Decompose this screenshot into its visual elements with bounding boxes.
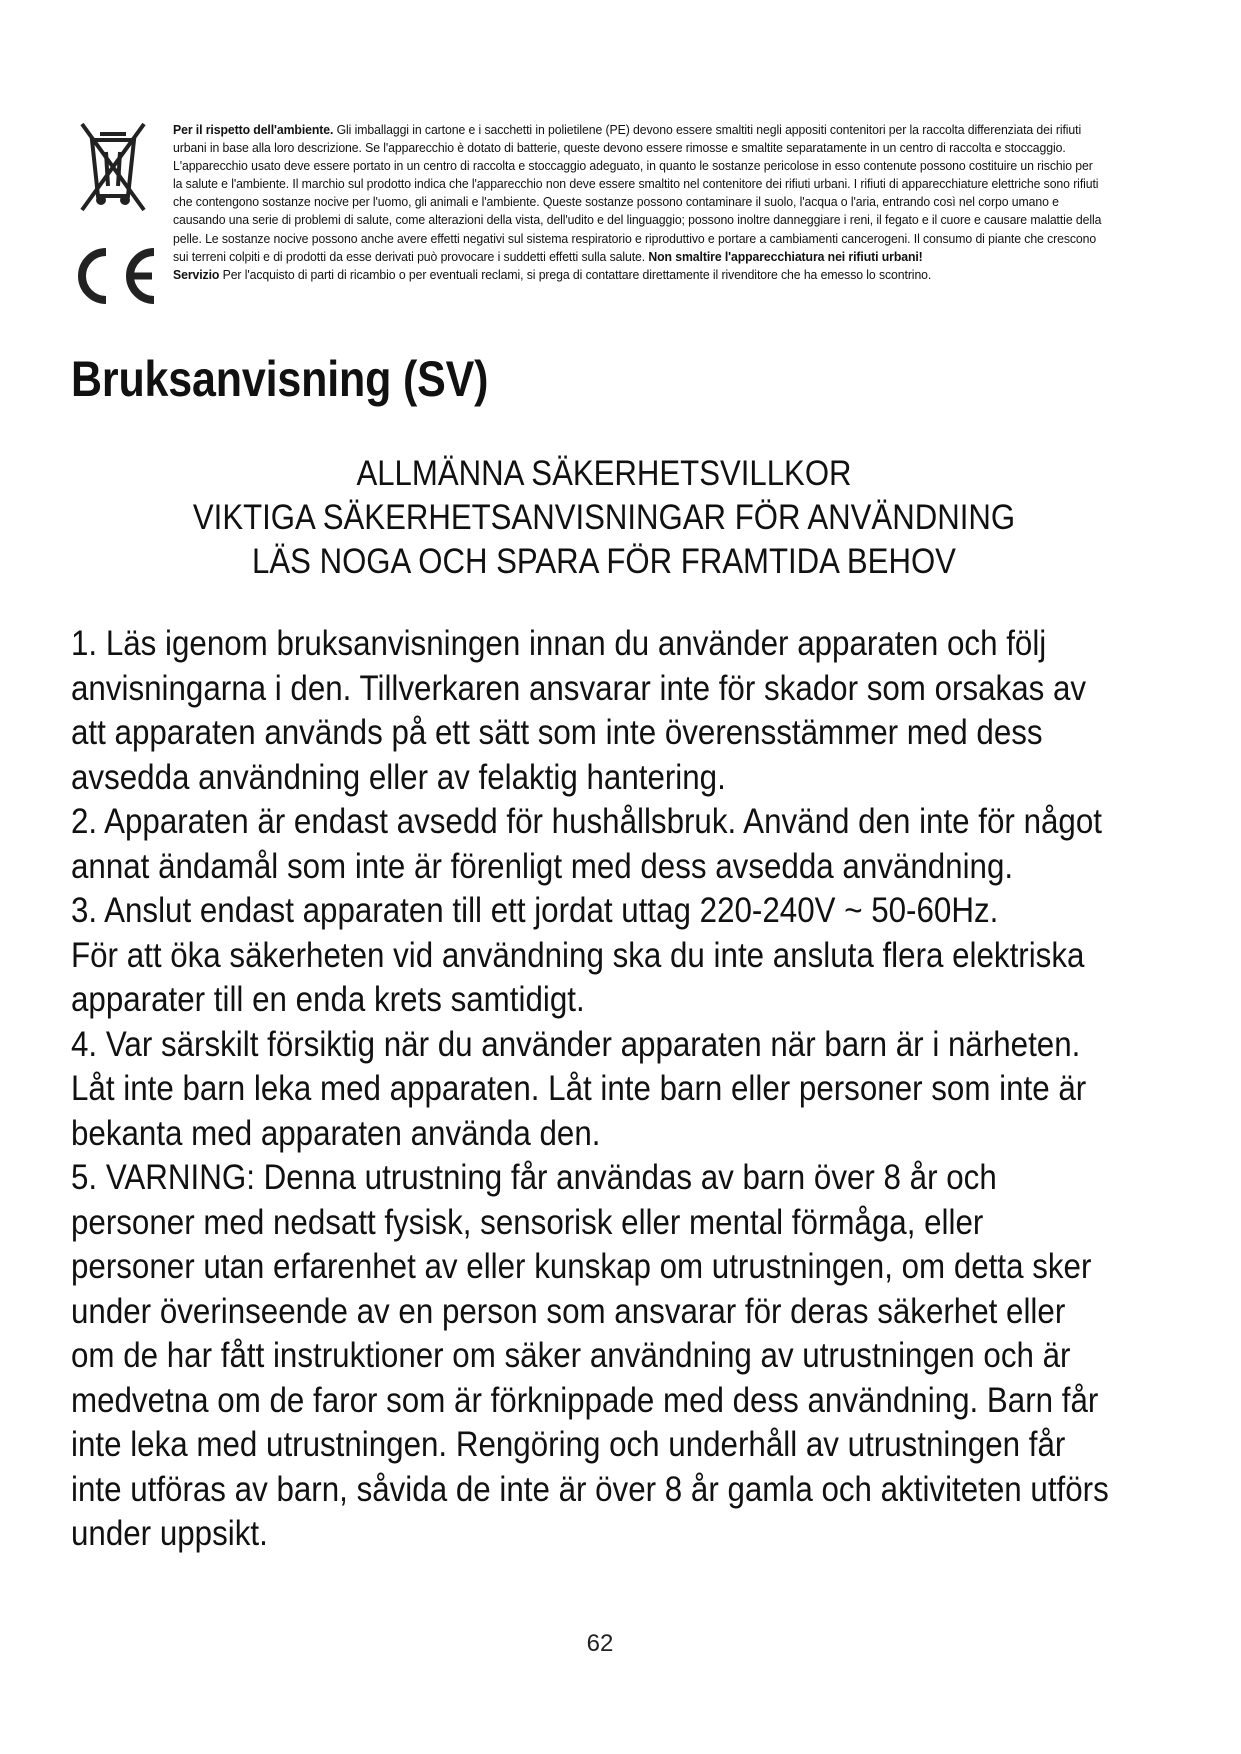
environment-notice <box>173 121 1103 284</box>
body-line: att apparaten används på ett sätt som inte överensstämmer med dess <box>71 713 1043 752</box>
body-line: personer med nedsatt fysisk, sensorisk eller mental förmåga, eller <box>71 1202 984 1242</box>
body-line: avsedda användning eller av felaktig hantering. <box>71 757 726 797</box>
body-line: Låt inte barn leka med apparaten. Låt inte barn eller personer som inte är <box>71 1069 1087 1108</box>
body-line: inte leka med utrustningen. Rengöring och underhåll av utrustningen får <box>71 1425 1066 1464</box>
body-line: 3. Anslut endast apparaten till ett jordat uttag 220-240V ~ 50-60Hz. <box>71 891 999 930</box>
safety-heading-line: VIKTIGA SÄKERHETSANVISNINGAR FÖR ANVÄNDNING <box>192 498 1016 537</box>
body-line: För att öka säkerheten vid användning ska du inte ansluta flera elektriska <box>71 935 1085 975</box>
safety-heading-line: LÄS NOGA OCH SPARA FÖR FRAMTIDA BEHOV <box>252 542 956 581</box>
safety-heading <box>66 452 1141 584</box>
environment-closing: Non smaltire l'apparecchiatura nei rifiuti urbani! <box>648 248 923 264</box>
body-line: anvisningarna i den. Tillverkaren ansvarar inte för skador som orsakas av <box>71 668 1087 708</box>
body-line: 5. VARNING: Denna utrustning får användas av barn över 8 år och <box>71 1158 997 1197</box>
service-label: Servizio <box>173 266 220 282</box>
body-line: medvetna om de faror som är förknippade med dess användning. Barn får <box>71 1380 1099 1420</box>
environment-body: Gli imballaggi in cartone e i sacchetti in polietilene (PE) devono essere smaltiti negli appositi contenitori per la raccolta differenziata dei rifiuti urbani in base alla loro descrizione. Se l'apparecchio è dotato di batterie, queste devono essere rimosse e smaltite separatamente in un centro di raccolta e stoccaggio. L'apparecchio usato deve essere portato in un centro di raccolta e stoccaggio adeguato, in quanto le sostanze pericolose in esso contenute possono costituire un rischio per la salute e l'ambiente. Il marchio sul prodotto indica che l'apparecchio non deve essere smaltito nel contenitore dei rifiuti urbani. I rifiuti di apparecchiature elettriche sono rifiuti che contengono sostanze nocive per l'uomo, gli animali e l'ambiente. Queste sostanze possono contaminare il suolo, l'acqua o l'aria, entrando così nel corpo umano e causando una serie di problemi di salute, come alterazioni della vista, dell'udito e del linguaggio; possono inoltre danneggiare i reni, il fegato e il cuore e causare malattie della pelle. Le sostanze nocive possono anche avere effetti negativi sul sistema respiratorio e riproduttivo e portare a cambiamenti cancerogeni. Il consumo di piante che crescono sui terreni colpiti e di prodotti da esse derivati può provocare i suddetti effetti sulla salute. <box>173 122 1102 264</box>
body-line: 4. Var särskilt försiktig när du använder apparaten när barn är i närheten. <box>71 1024 1081 1064</box>
crossed-out-wheelie-bin-icon <box>80 118 146 214</box>
body-line: apparater till en enda krets samtidigt. <box>71 980 585 1019</box>
safety-heading-line: ALLMÄNNA SÄKERHETSVILLKOR <box>356 454 852 493</box>
body-line: 1. Läs igenom bruksanvisningen innan du använder apparaten och följ <box>71 624 1047 663</box>
environment-paragraph <box>173 121 1103 266</box>
page-title: Bruksanvisning (SV) <box>71 351 489 407</box>
service-body: Per l'acquisto di parti di ricambio o per eventuali reclami, si prega di contattare direttamente il rivenditore che ha emesso lo scontrino. <box>219 266 932 282</box>
body-line: inte utföras av barn, såvida de inte är över 8 år gamla och aktiviteten utförs <box>71 1469 1109 1509</box>
environment-lead: Per il rispetto dell'ambiente. <box>173 122 334 137</box>
instructions-body <box>71 622 1145 1557</box>
body-line: annat ändamål som inte är förenligt med dess avsedda användning. <box>71 846 1014 886</box>
ce-mark-icon <box>72 246 160 306</box>
service-paragraph <box>173 266 1103 284</box>
body-line: 2. Apparaten är endast avsedd för hushållsbruk. Använd den inte för något <box>71 802 1102 841</box>
body-line: under överinseende av en person som ansvarar för deras säkerhet eller <box>71 1291 1066 1331</box>
page-number: 62 <box>586 1630 614 1657</box>
body-line: om de har fått instruktioner om säker användning av utrustningen och är <box>71 1336 1071 1375</box>
body-line: bekanta med apparaten använda den. <box>71 1113 601 1153</box>
body-line: under uppsikt. <box>71 1514 268 1553</box>
body-line: personer utan erfarenhet av eller kunskap om utrustningen, om detta sker <box>71 1247 1092 1286</box>
